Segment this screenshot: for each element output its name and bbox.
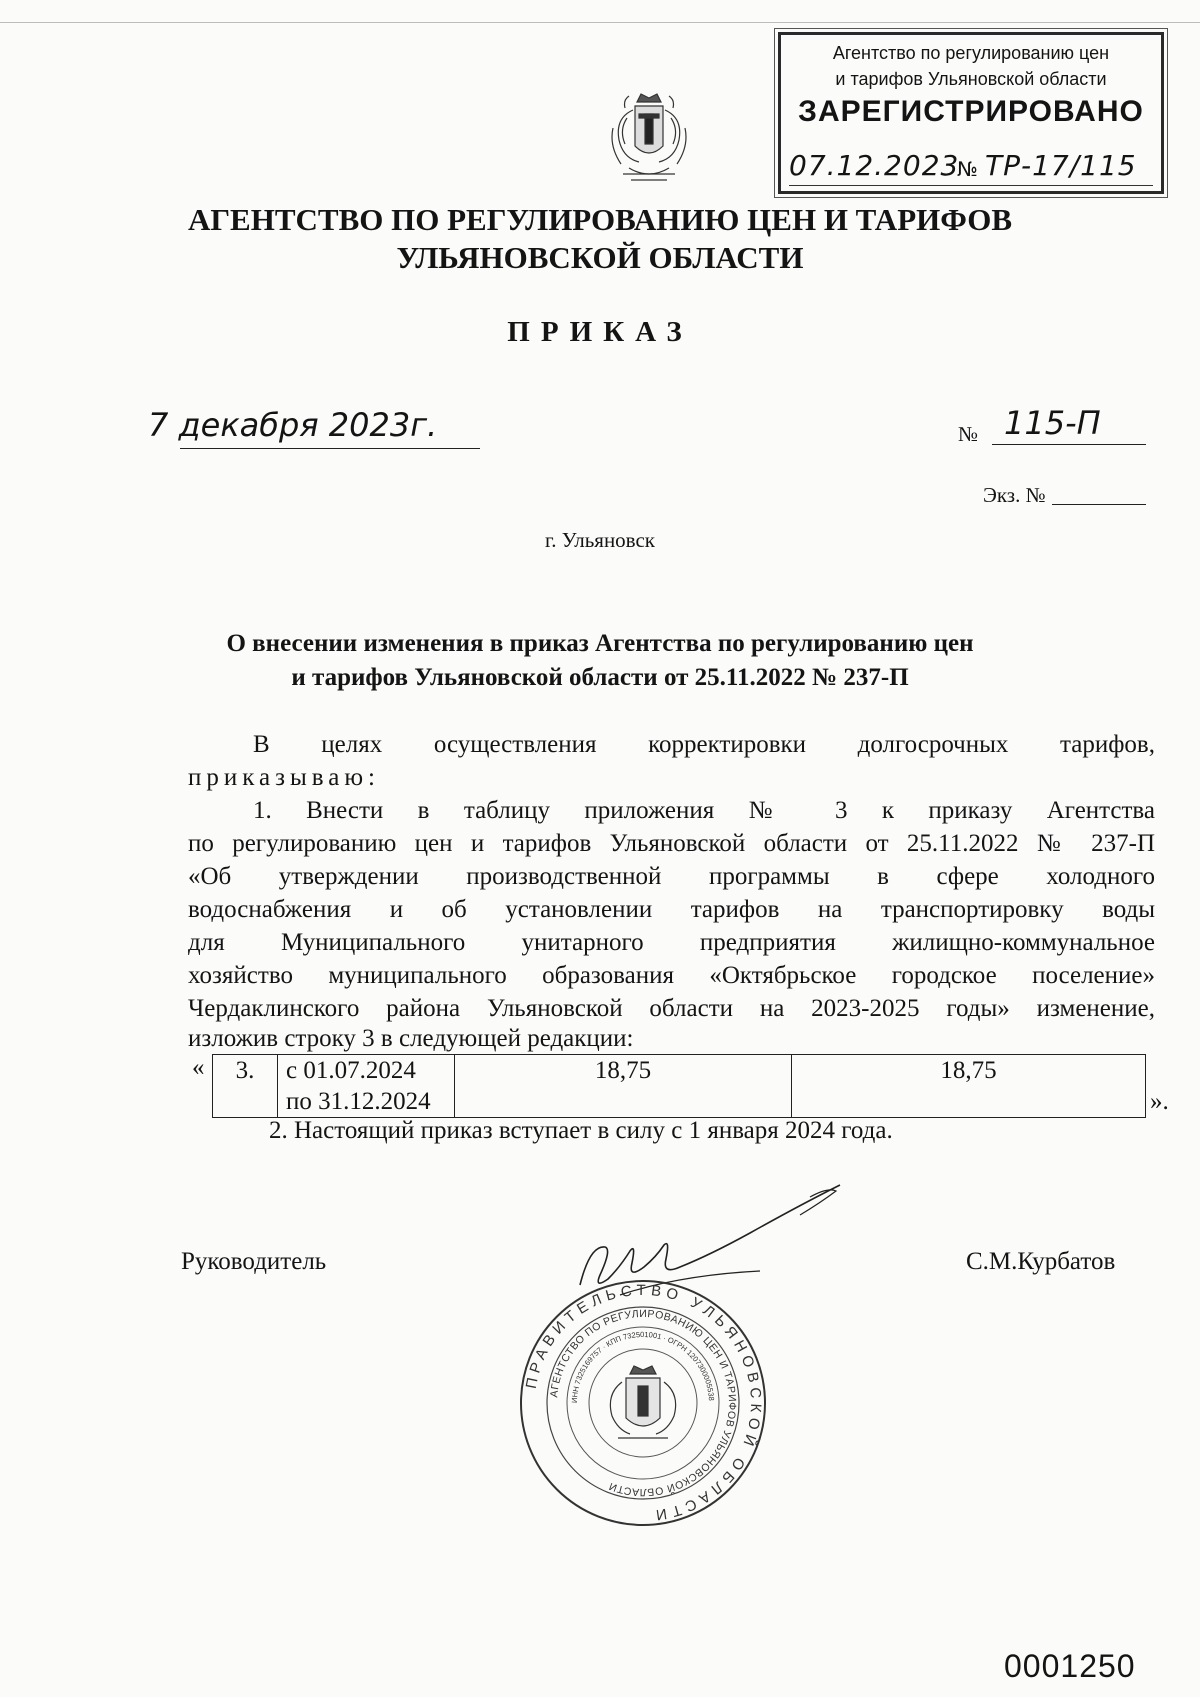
stamp-agency-line1: Агентство по регулированию цен (832, 43, 1110, 63)
subject-line1: О внесении изменения в приказ Агентства по регулированию цен (226, 630, 974, 657)
document-type: ПРИКАЗ (507, 316, 693, 348)
item1-line: водоснабжения и об установлении тарифов на транспортировку воды (188, 896, 1155, 923)
item1-line: изложив строку 3 в следующей редакции: (188, 1025, 634, 1052)
stamp-agency-line2: и тарифов Ульяновской области (835, 69, 1107, 89)
city: г. Ульяновск (544, 528, 655, 552)
item1-line: для Муниципального унитарного предприятия жилищно-коммунальное (188, 929, 1155, 956)
registration-stamp (778, 32, 1164, 194)
stamp-date: 07.12.2023 (789, 149, 960, 182)
period-to: по 31.12.2024 (286, 1088, 431, 1115)
subject-line2: и тарифов Ульяновской области от 25.11.2022 № 237-П (291, 664, 909, 691)
top-divider (0, 22, 1200, 23)
quote-open: « (192, 1054, 205, 1081)
stamp-number: ТР-17/115 (985, 149, 1137, 182)
svg-text:ПРАВИТЕЛЬСТВО УЛЬЯНОВСКОЙ ОБЛА: ПРАВИТЕЛЬСТВО УЛЬЯНОВСКОЙ ОБЛАСТИ (522, 1281, 765, 1524)
row-number: 3. (213, 1055, 278, 1118)
date-underline (180, 448, 480, 449)
table-row (213, 1055, 1146, 1118)
svg-text:ИНН 7325169757 · КПП 732501001: ИНН 7325169757 · КПП 732501001 · ОГРН 1207300005538 (569, 1329, 716, 1404)
signatory-name: С.М.Курбатов (966, 1248, 1116, 1275)
tariff-value-1: 18,75 (455, 1055, 792, 1118)
tariff-table (212, 1054, 1146, 1118)
item1-line: Чердаклинского района Ульяновской области на 2023-2025 годы» изменение, (188, 995, 1155, 1022)
agency-title-line2: УЛЬЯНОВСКОЙ ОБЛАСТИ (396, 240, 804, 275)
signatory-role: Руководитель (181, 1248, 327, 1275)
intro-line2 (188, 761, 1155, 794)
agency-title-line1: АГЕНТСТВО ПО РЕГУЛИРОВАНИЮ ЦЕН И ТАРИФОВ (187, 202, 1013, 237)
coat-of-arms-icon (605, 88, 693, 188)
stamp-handwritten-row (781, 147, 1161, 191)
item2: 2. Настоящий приказ вступает в силу с 1 января 2024 года. (269, 1117, 893, 1144)
stamp-underline (789, 185, 1153, 186)
copy-number-label: Экз. № (983, 483, 1046, 507)
period-from: с 01.07.2024 (286, 1057, 416, 1084)
quote-close: ». (1150, 1088, 1169, 1115)
order-date: 7 декабря 2023г. (148, 406, 438, 444)
row-period (278, 1055, 455, 1118)
intro-directive: приказываю: (188, 764, 380, 791)
item1-line: «Об утверждении производственной программы в сфере холодного (188, 863, 1155, 890)
official-seal-icon (518, 1278, 768, 1528)
item1-line: по регулированию цен и тарифов Ульяновской области от 25.11.2022 № 237-П (188, 830, 1155, 857)
stamp-status: ЗАРЕГИСТРИРОВАНО (798, 95, 1144, 128)
item1-line: хозяйство муниципального образования «Октябрьское городское поселение» (188, 962, 1155, 989)
stamp-number-label: № (957, 157, 978, 181)
document-serial-number: 0001250 (1004, 1648, 1136, 1684)
order-number-label: № (958, 422, 979, 446)
order-number: 115-П (1004, 404, 1101, 442)
number-underline (992, 444, 1146, 445)
intro-line1: В целях осуществления корректировки долгосрочных тарифов, (253, 731, 1155, 758)
copy-number-blank (1052, 504, 1146, 505)
svg-text:АГЕНТСТВО ПО РЕГУЛИРОВАНИЮ ЦЕН: АГЕНТСТВО ПО РЕГУЛИРОВАНИЮ ЦЕН И ТАРИФОВ УЛЬЯНОВСКОЙ ОБЛАСТИ (548, 1307, 739, 1499)
item1-line: 1. Внести в таблицу приложения № 3 к приказу Агентства (253, 797, 1155, 824)
tariff-value-2: 18,75 (792, 1055, 1146, 1118)
